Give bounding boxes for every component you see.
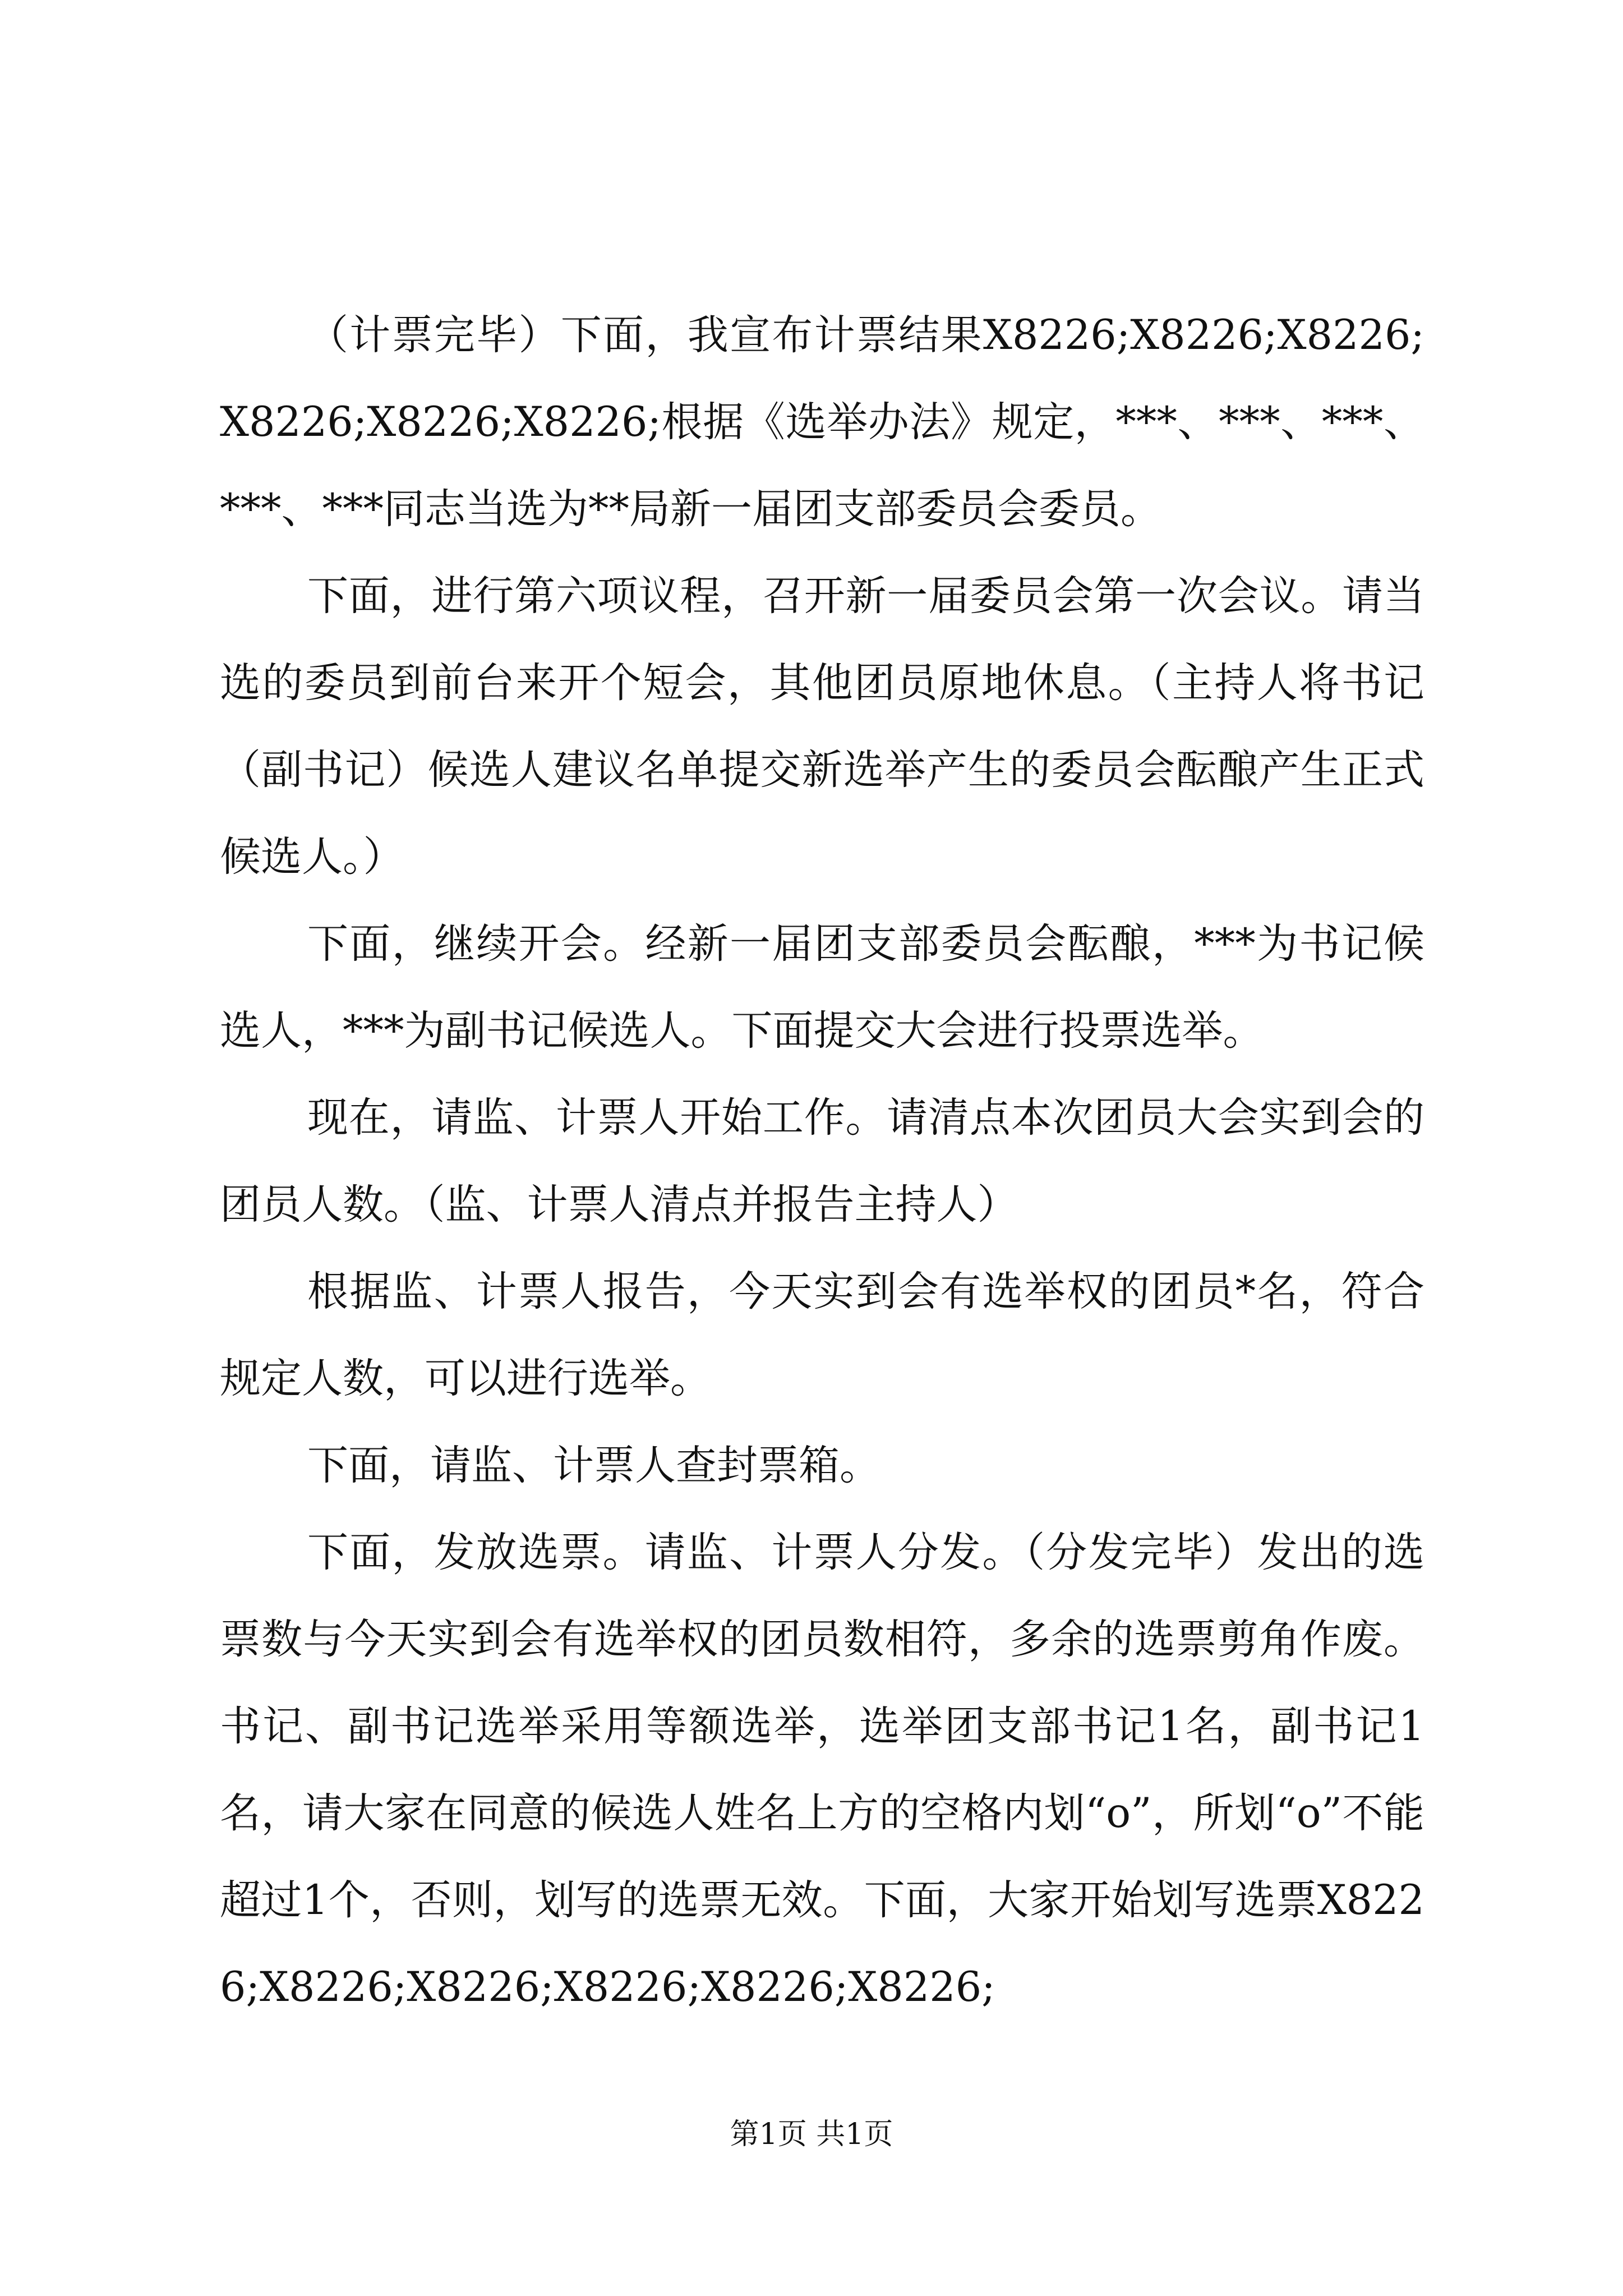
paragraph-attendance-report: 根据监、计票人报告，今天实到会有选举权的团员*名，符合规定人数，可以进行选举。 bbox=[220, 1268, 1424, 1402]
paragraph-seal-ballot-box: 下面，请监、计票人查封票箱。 bbox=[307, 1442, 880, 1489]
paragraph-vote-count-result: （计票完毕）下面，我宣布计票结果X8226;X8226;X8226;X8226;X8226;X8226;根据《选举办法》规定，***、***、***、***、***同志当选为**局新一届团支部委员会委员。 bbox=[220, 311, 1424, 533]
paragraph-sixth-agenda: 下面，进行第六项议程，召开新一届委员会第一次会议。请当选的委员到前台来开个短会，其他团员原地休息。（主持人将书记（副书记）候选人建议名单提交新选举产生的委员会酝酿产生正式候选人。） bbox=[220, 572, 1424, 881]
paragraph-continue-meeting: 下面，继续开会。经新一届团支部委员会酝酿，***为书记候选人，***为副书记候选人。下面提交大会进行投票选举。 bbox=[220, 920, 1424, 1055]
page-number-footer: 第1页 共1页 bbox=[730, 2118, 893, 2151]
document-body bbox=[220, 292, 1424, 2031]
paragraph-distribute-ballots: 下面，发放选票。请监、计票人分发。（分发完毕）发出的选票数与今天实到会有选举权的团员数相符，多余的选票剪角作废。书记、副书记选举采用等额选举，选举团支部书记1名，副书记1名，请大家在同意的候选人姓名上方的空格内划“o”，所划“o”不能超过1个，否则，划写的选票无效。下面，大家开始划写选票X8226;X8226;X8226;X8226;X8226;X8226; bbox=[220, 1529, 1424, 2011]
paragraph-count-attendees: 现在，请监、计票人开始工作。请清点本次团员大会实到会的团员人数。（监、计票人清点并报告主持人） bbox=[220, 1094, 1424, 1228]
